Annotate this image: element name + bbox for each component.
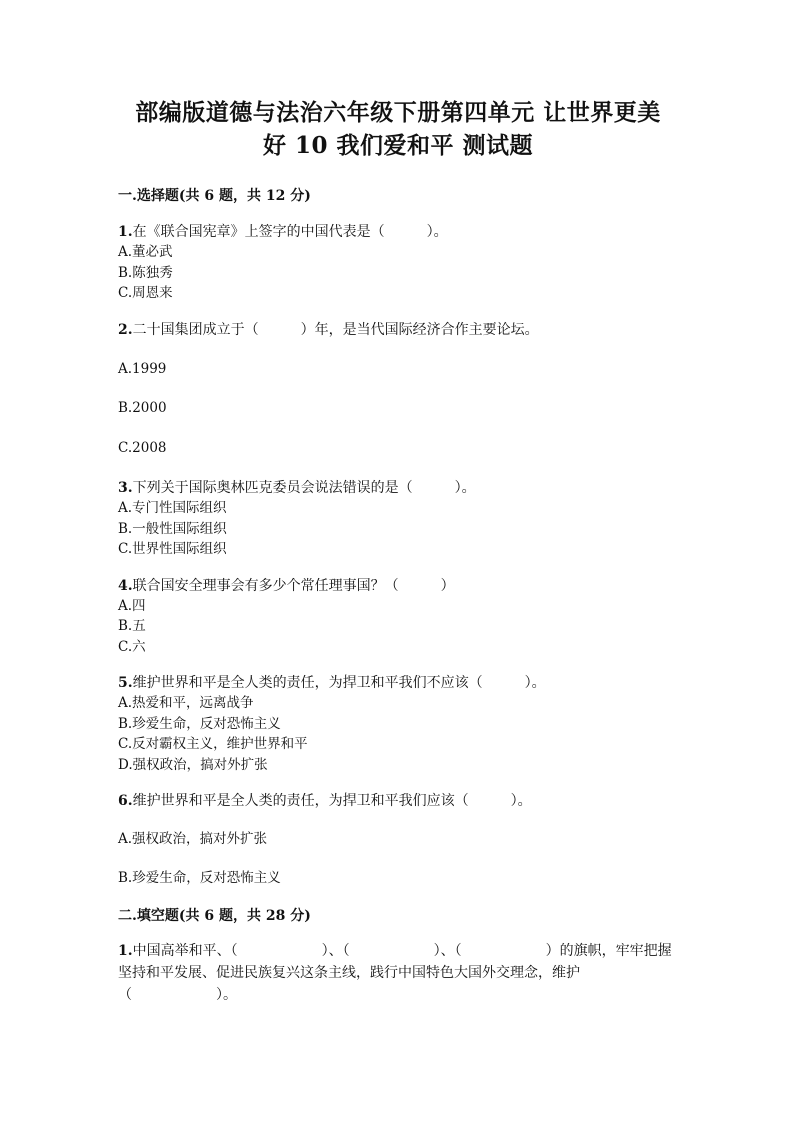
option-c: C.周恩来	[118, 285, 173, 301]
question-4	[118, 576, 678, 658]
option-b: B.珍爱生命，反对恐怖主义	[118, 715, 281, 732]
option-b: B.珍爱生命，反对恐怖主义	[118, 869, 281, 886]
option-c: C.2008	[118, 439, 167, 456]
title-line-1: 部编版道德与法治六年级下册第四单元 让世界更美	[135, 99, 661, 126]
option-a: A.强权政治，搞对外扩张	[118, 831, 268, 847]
option-a: A.四	[118, 597, 146, 614]
question-number: 3.	[118, 480, 133, 496]
question-stem: 在《联合国宪章》上签字的中国代表是（ ）。	[132, 224, 448, 240]
section-heading-choice: 一.选择题(共 6 题，共 12 分)	[118, 188, 311, 204]
question-5	[118, 673, 678, 775]
section-heading-fill: 二.填空题(共 6 题，共 28 分)	[118, 908, 311, 924]
question-number: 4.	[118, 577, 133, 594]
question-stem: 下列关于国际奥林匹克委员会说法错误的是（ ）。	[132, 480, 476, 496]
question-2	[118, 320, 678, 459]
question-3	[118, 478, 678, 560]
option-b: B.2000	[118, 400, 167, 416]
page-title	[118, 96, 678, 162]
option-a: A.热爱和平，远离战争	[118, 695, 254, 711]
option-a: A.董必武	[118, 244, 173, 260]
option-d: D.强权政治，搞对外扩张	[118, 756, 268, 773]
question-number: 2.	[118, 321, 133, 338]
question-6	[118, 791, 678, 888]
question-number: 6.	[118, 793, 133, 809]
option-b: B.陈独秀	[118, 264, 173, 281]
fill-question-1	[118, 940, 678, 1006]
question-stem: 二十国集团成立于（ ）年，是当代国际经济合作主要论坛。	[132, 321, 539, 338]
title-line-2: 好 10 我们爱和平 测试题	[262, 132, 534, 159]
question-number: 1.	[118, 224, 133, 240]
question-text: 中国高举和平、（ ）、（ ）、（ ）的旗帜，牢牢把握坚持和平发展、促进民族复兴这条主线，践行中国特色大国外交理念，维护（ ）。	[118, 943, 672, 1003]
option-c: C.世界性国际组织	[118, 541, 227, 557]
question-1	[118, 222, 678, 304]
question-stem: 维护世界和平是全人类的责任，为捍卫和平我们不应该（ ）。	[132, 675, 546, 691]
option-c: C.六	[118, 638, 146, 655]
option-a: A.专门性国际组织	[118, 500, 227, 516]
question-stem: 维护世界和平是全人类的责任，为捍卫和平我们应该（ ）。	[132, 793, 532, 809]
question-number: 5.	[118, 675, 133, 691]
question-number: 1.	[118, 943, 133, 959]
document-page	[118, 96, 678, 1006]
option-b: B.一般性国际组织	[118, 520, 227, 537]
option-a: A.1999	[118, 360, 167, 377]
question-stem: 联合国安全理事会有多少个常任理事国？（ ）	[132, 577, 455, 594]
option-c: C.反对霸权主义，维护世界和平	[118, 736, 308, 752]
option-b: B.五	[118, 618, 146, 634]
